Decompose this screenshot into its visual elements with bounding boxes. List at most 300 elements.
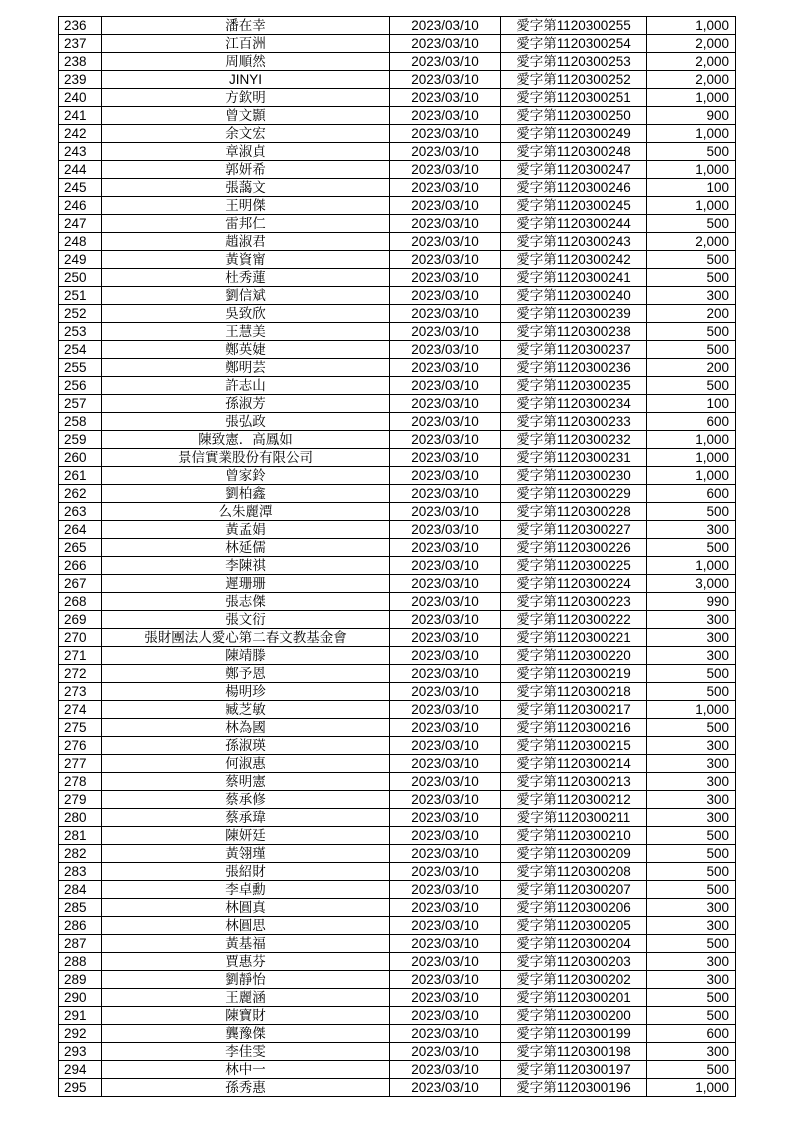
table-row — [59, 413, 736, 431]
row-number: 251 — [59, 287, 102, 305]
donor-name: 孫淑瑛 — [102, 737, 390, 755]
donation-date: 2023/03/10 — [390, 269, 501, 287]
table-row — [59, 161, 736, 179]
table-row — [59, 647, 736, 665]
receipt-number: 愛字第1120300243 — [501, 233, 647, 251]
donation-date: 2023/03/10 — [390, 899, 501, 917]
donor-name: 曾文顥 — [102, 107, 390, 125]
table-row — [59, 485, 736, 503]
row-number: 241 — [59, 107, 102, 125]
donation-amount: 200 — [647, 359, 736, 377]
receipt-number: 愛字第1120300200 — [501, 1007, 647, 1025]
receipt-number: 愛字第1120300222 — [501, 611, 647, 629]
receipt-number: 愛字第1120300231 — [501, 449, 647, 467]
row-number: 245 — [59, 179, 102, 197]
row-number: 244 — [59, 161, 102, 179]
receipt-number: 愛字第1120300238 — [501, 323, 647, 341]
donation-date: 2023/03/10 — [390, 17, 501, 35]
donation-amount: 900 — [647, 107, 736, 125]
donor-name: 李陳祺 — [102, 557, 390, 575]
donor-name: 陳致憲．高鳳如 — [102, 431, 390, 449]
donation-amount: 2,000 — [647, 53, 736, 71]
donation-amount: 500 — [647, 1061, 736, 1079]
table-row — [59, 251, 736, 269]
donation-date: 2023/03/10 — [390, 647, 501, 665]
donor-name: 林中一 — [102, 1061, 390, 1079]
donation-amount: 600 — [647, 413, 736, 431]
donor-name: 龔豫傑 — [102, 1025, 390, 1043]
donor-name: 林為國 — [102, 719, 390, 737]
table-row — [59, 1079, 736, 1097]
donation-date: 2023/03/10 — [390, 755, 501, 773]
table-row — [59, 953, 736, 971]
receipt-number: 愛字第1120300225 — [501, 557, 647, 575]
donation-amount: 100 — [647, 179, 736, 197]
receipt-number: 愛字第1120300232 — [501, 431, 647, 449]
donation-date: 2023/03/10 — [390, 953, 501, 971]
donor-name: 許志山 — [102, 377, 390, 395]
donation-amount: 500 — [647, 863, 736, 881]
receipt-number: 愛字第1120300237 — [501, 341, 647, 359]
table-row — [59, 125, 736, 143]
receipt-number: 愛字第1120300198 — [501, 1043, 647, 1061]
table-row — [59, 791, 736, 809]
table-row — [59, 233, 736, 251]
receipt-number: 愛字第1120300233 — [501, 413, 647, 431]
donation-amount: 500 — [647, 503, 736, 521]
donation-date: 2023/03/10 — [390, 467, 501, 485]
donor-name: 余文宏 — [102, 125, 390, 143]
receipt-number: 愛字第1120300255 — [501, 17, 647, 35]
donation-amount: 2,000 — [647, 233, 736, 251]
donation-amount: 1,000 — [647, 701, 736, 719]
donation-amount: 500 — [647, 1007, 736, 1025]
donation-amount: 500 — [647, 827, 736, 845]
row-number: 295 — [59, 1079, 102, 1097]
donor-name: 張志傑 — [102, 593, 390, 611]
receipt-number: 愛字第1120300212 — [501, 791, 647, 809]
donor-name: 張財團法人愛心第二春文教基金會 — [102, 629, 390, 647]
table-row — [59, 215, 736, 233]
donation-date: 2023/03/10 — [390, 845, 501, 863]
donation-date: 2023/03/10 — [390, 251, 501, 269]
receipt-number: 愛字第1120300240 — [501, 287, 647, 305]
row-number: 290 — [59, 989, 102, 1007]
donation-date: 2023/03/10 — [390, 1061, 501, 1079]
donor-name: 楊明珍 — [102, 683, 390, 701]
receipt-number: 愛字第1120300235 — [501, 377, 647, 395]
table-row — [59, 341, 736, 359]
donation-date: 2023/03/10 — [390, 575, 501, 593]
donation-date: 2023/03/10 — [390, 539, 501, 557]
donation-amount: 300 — [647, 791, 736, 809]
table-row — [59, 881, 736, 899]
table-row — [59, 431, 736, 449]
donor-name: 林圓真 — [102, 899, 390, 917]
donor-name: 蔡承瑋 — [102, 809, 390, 827]
donation-amount: 500 — [647, 377, 736, 395]
row-number: 243 — [59, 143, 102, 161]
donor-name: 蔡明憲 — [102, 773, 390, 791]
donation-date: 2023/03/10 — [390, 341, 501, 359]
row-number: 263 — [59, 503, 102, 521]
table-row — [59, 1061, 736, 1079]
row-number: 250 — [59, 269, 102, 287]
donor-name: 方欽明 — [102, 89, 390, 107]
donor-name: 張藹文 — [102, 179, 390, 197]
row-number: 257 — [59, 395, 102, 413]
donation-date: 2023/03/10 — [390, 611, 501, 629]
table-row — [59, 917, 736, 935]
row-number: 261 — [59, 467, 102, 485]
row-number: 264 — [59, 521, 102, 539]
table-row — [59, 197, 736, 215]
donation-date: 2023/03/10 — [390, 683, 501, 701]
row-number: 237 — [59, 35, 102, 53]
donation-date: 2023/03/10 — [390, 395, 501, 413]
donor-name: 黃孟娟 — [102, 521, 390, 539]
donor-name: 孫秀惠 — [102, 1079, 390, 1097]
receipt-number: 愛字第1120300251 — [501, 89, 647, 107]
donor-name: 黃基福 — [102, 935, 390, 953]
row-number: 242 — [59, 125, 102, 143]
donation-amount: 990 — [647, 593, 736, 611]
donor-name: JINYI — [102, 71, 390, 89]
receipt-number: 愛字第1120300249 — [501, 125, 647, 143]
donation-amount: 300 — [647, 773, 736, 791]
donor-name: 王慧美 — [102, 323, 390, 341]
donor-name: 郭妍希 — [102, 161, 390, 179]
donation-amount: 500 — [647, 683, 736, 701]
donor-name: 何淑惠 — [102, 755, 390, 773]
donation-date: 2023/03/10 — [390, 1007, 501, 1025]
table-row — [59, 989, 736, 1007]
receipt-number: 愛字第1120300252 — [501, 71, 647, 89]
row-number: 240 — [59, 89, 102, 107]
receipt-number: 愛字第1120300205 — [501, 917, 647, 935]
donation-table — [58, 16, 736, 1097]
row-number: 267 — [59, 575, 102, 593]
row-number: 259 — [59, 431, 102, 449]
receipt-number: 愛字第1120300201 — [501, 989, 647, 1007]
row-number: 287 — [59, 935, 102, 953]
donor-name: 周順然 — [102, 53, 390, 71]
donation-amount: 1,000 — [647, 89, 736, 107]
table-row — [59, 89, 736, 107]
receipt-number: 愛字第1120300211 — [501, 809, 647, 827]
donation-amount: 1,000 — [647, 1079, 736, 1097]
donation-date: 2023/03/10 — [390, 917, 501, 935]
donor-name: 王明傑 — [102, 197, 390, 215]
donor-name: 李卓勳 — [102, 881, 390, 899]
donor-name: 劉信斌 — [102, 287, 390, 305]
receipt-number: 愛字第1120300223 — [501, 593, 647, 611]
table-row — [59, 35, 736, 53]
receipt-number: 愛字第1120300229 — [501, 485, 647, 503]
row-number: 281 — [59, 827, 102, 845]
receipt-number: 愛字第1120300196 — [501, 1079, 647, 1097]
donation-date: 2023/03/10 — [390, 197, 501, 215]
row-number: 273 — [59, 683, 102, 701]
donation-amount: 500 — [647, 881, 736, 899]
donation-amount: 1,000 — [647, 449, 736, 467]
row-number: 249 — [59, 251, 102, 269]
row-number: 275 — [59, 719, 102, 737]
donor-name: 黃資甯 — [102, 251, 390, 269]
donation-amount: 500 — [647, 215, 736, 233]
table-row — [59, 53, 736, 71]
receipt-number: 愛字第1120300213 — [501, 773, 647, 791]
donation-amount: 500 — [647, 539, 736, 557]
row-number: 271 — [59, 647, 102, 665]
row-number: 280 — [59, 809, 102, 827]
table-row — [59, 971, 736, 989]
row-number: 256 — [59, 377, 102, 395]
donation-amount: 1,000 — [647, 197, 736, 215]
table-row — [59, 107, 736, 125]
row-number: 284 — [59, 881, 102, 899]
table-row — [59, 665, 736, 683]
receipt-number: 愛字第1120300230 — [501, 467, 647, 485]
row-number: 262 — [59, 485, 102, 503]
donation-amount: 500 — [647, 341, 736, 359]
donor-name: 趙淑君 — [102, 233, 390, 251]
donation-date: 2023/03/10 — [390, 557, 501, 575]
receipt-number: 愛字第1120300254 — [501, 35, 647, 53]
row-number: 282 — [59, 845, 102, 863]
donation-amount: 300 — [647, 611, 736, 629]
donation-amount: 300 — [647, 899, 736, 917]
row-number: 239 — [59, 71, 102, 89]
donor-name: 么朱麗潭 — [102, 503, 390, 521]
table-row — [59, 179, 736, 197]
donation-date: 2023/03/10 — [390, 413, 501, 431]
receipt-number: 愛字第1120300203 — [501, 953, 647, 971]
table-row — [59, 557, 736, 575]
receipt-number: 愛字第1120300208 — [501, 863, 647, 881]
donation-date: 2023/03/10 — [390, 359, 501, 377]
donation-date: 2023/03/10 — [390, 935, 501, 953]
row-number: 247 — [59, 215, 102, 233]
donation-date: 2023/03/10 — [390, 215, 501, 233]
donor-name: 張文衍 — [102, 611, 390, 629]
table-row — [59, 503, 736, 521]
donor-name: 鄭予恩 — [102, 665, 390, 683]
donor-name: 蔡承修 — [102, 791, 390, 809]
donation-date: 2023/03/10 — [390, 881, 501, 899]
row-number: 288 — [59, 953, 102, 971]
table-row — [59, 899, 736, 917]
row-number: 269 — [59, 611, 102, 629]
donation-amount: 300 — [647, 1043, 736, 1061]
row-number: 272 — [59, 665, 102, 683]
donation-date: 2023/03/10 — [390, 53, 501, 71]
donor-name: 潘在幸 — [102, 17, 390, 35]
donor-name: 張弘政 — [102, 413, 390, 431]
donation-date: 2023/03/10 — [390, 143, 501, 161]
donor-name: 章淑貞 — [102, 143, 390, 161]
donation-date: 2023/03/10 — [390, 827, 501, 845]
donation-date: 2023/03/10 — [390, 521, 501, 539]
donation-amount: 1,000 — [647, 17, 736, 35]
receipt-number: 愛字第1120300239 — [501, 305, 647, 323]
donation-date: 2023/03/10 — [390, 971, 501, 989]
receipt-number: 愛字第1120300226 — [501, 539, 647, 557]
donation-amount: 300 — [647, 971, 736, 989]
donor-name: 遲珊珊 — [102, 575, 390, 593]
row-number: 252 — [59, 305, 102, 323]
donation-date: 2023/03/10 — [390, 71, 501, 89]
donation-date: 2023/03/10 — [390, 179, 501, 197]
receipt-number: 愛字第1120300221 — [501, 629, 647, 647]
donation-amount: 600 — [647, 485, 736, 503]
donor-name: 吳致欣 — [102, 305, 390, 323]
table-row — [59, 359, 736, 377]
donor-name: 張紹財 — [102, 863, 390, 881]
donation-amount: 1,000 — [647, 431, 736, 449]
table-row — [59, 305, 736, 323]
receipt-number: 愛字第1120300247 — [501, 161, 647, 179]
donation-amount: 500 — [647, 989, 736, 1007]
receipt-number: 愛字第1120300248 — [501, 143, 647, 161]
table-row — [59, 269, 736, 287]
donation-amount: 300 — [647, 629, 736, 647]
table-row — [59, 575, 736, 593]
donor-name: 劉柏鑫 — [102, 485, 390, 503]
row-number: 265 — [59, 539, 102, 557]
donation-amount: 200 — [647, 305, 736, 323]
receipt-number: 愛字第1120300234 — [501, 395, 647, 413]
donation-amount: 300 — [647, 287, 736, 305]
donation-amount: 300 — [647, 809, 736, 827]
donation-amount: 500 — [647, 719, 736, 737]
table-row — [59, 143, 736, 161]
donation-amount: 1,000 — [647, 557, 736, 575]
receipt-number: 愛字第1120300209 — [501, 845, 647, 863]
donation-date: 2023/03/10 — [390, 773, 501, 791]
receipt-number: 愛字第1120300242 — [501, 251, 647, 269]
row-number: 268 — [59, 593, 102, 611]
receipt-number: 愛字第1120300228 — [501, 503, 647, 521]
row-number: 258 — [59, 413, 102, 431]
donation-amount: 500 — [647, 935, 736, 953]
donor-name: 王麗涵 — [102, 989, 390, 1007]
donor-name: 李佳雯 — [102, 1043, 390, 1061]
donation-amount: 500 — [647, 665, 736, 683]
row-number: 283 — [59, 863, 102, 881]
donation-amount: 100 — [647, 395, 736, 413]
donor-name: 鄭英婕 — [102, 341, 390, 359]
donation-date: 2023/03/10 — [390, 305, 501, 323]
table-row — [59, 827, 736, 845]
table-row — [59, 773, 736, 791]
donor-name: 陳靖滕 — [102, 647, 390, 665]
table-row — [59, 701, 736, 719]
donation-amount: 600 — [647, 1025, 736, 1043]
donation-date: 2023/03/10 — [390, 1079, 501, 1097]
donation-date: 2023/03/10 — [390, 809, 501, 827]
donation-date: 2023/03/10 — [390, 1025, 501, 1043]
row-number: 291 — [59, 1007, 102, 1025]
receipt-number: 愛字第1120300207 — [501, 881, 647, 899]
donor-name: 鄭明芸 — [102, 359, 390, 377]
table-row — [59, 323, 736, 341]
donation-date: 2023/03/10 — [390, 989, 501, 1007]
donation-date: 2023/03/10 — [390, 89, 501, 107]
donation-amount: 500 — [647, 845, 736, 863]
receipt-number: 愛字第1120300220 — [501, 647, 647, 665]
donor-name: 孫淑芳 — [102, 395, 390, 413]
table-row — [59, 521, 736, 539]
table-row — [59, 377, 736, 395]
table-row — [59, 863, 736, 881]
receipt-number: 愛字第1120300245 — [501, 197, 647, 215]
receipt-number: 愛字第1120300206 — [501, 899, 647, 917]
row-number: 254 — [59, 341, 102, 359]
row-number: 293 — [59, 1043, 102, 1061]
table-row — [59, 287, 736, 305]
receipt-number: 愛字第1120300218 — [501, 683, 647, 701]
receipt-number: 愛字第1120300246 — [501, 179, 647, 197]
donation-amount: 300 — [647, 953, 736, 971]
donation-amount: 3,000 — [647, 575, 736, 593]
table-row — [59, 809, 736, 827]
donation-amount: 500 — [647, 143, 736, 161]
donation-table-body — [59, 17, 736, 1097]
donation-date: 2023/03/10 — [390, 503, 501, 521]
row-number: 292 — [59, 1025, 102, 1043]
row-number: 277 — [59, 755, 102, 773]
table-row — [59, 593, 736, 611]
receipt-number: 愛字第1120300224 — [501, 575, 647, 593]
donor-name: 雷邦仁 — [102, 215, 390, 233]
donor-name: 陳妍廷 — [102, 827, 390, 845]
donation-amount: 1,000 — [647, 125, 736, 143]
row-number: 266 — [59, 557, 102, 575]
donation-date: 2023/03/10 — [390, 431, 501, 449]
row-number: 286 — [59, 917, 102, 935]
donation-date: 2023/03/10 — [390, 593, 501, 611]
receipt-number: 愛字第1120300202 — [501, 971, 647, 989]
table-row — [59, 71, 736, 89]
donation-date: 2023/03/10 — [390, 35, 501, 53]
table-row — [59, 683, 736, 701]
donor-name: 賈惠芬 — [102, 953, 390, 971]
row-number: 260 — [59, 449, 102, 467]
row-number: 236 — [59, 17, 102, 35]
donation-amount: 1,000 — [647, 467, 736, 485]
row-number: 253 — [59, 323, 102, 341]
donation-amount: 500 — [647, 269, 736, 287]
receipt-number: 愛字第1120300204 — [501, 935, 647, 953]
donor-name: 陳寶財 — [102, 1007, 390, 1025]
donor-name: 曾家鈴 — [102, 467, 390, 485]
table-row — [59, 629, 736, 647]
donation-date: 2023/03/10 — [390, 701, 501, 719]
table-row — [59, 1007, 736, 1025]
donor-name: 林延儒 — [102, 539, 390, 557]
donation-date: 2023/03/10 — [390, 323, 501, 341]
donation-amount: 1,000 — [647, 161, 736, 179]
donor-name: 景信實業股份有限公司 — [102, 449, 390, 467]
donation-date: 2023/03/10 — [390, 863, 501, 881]
donation-date: 2023/03/10 — [390, 719, 501, 737]
receipt-number: 愛字第1120300215 — [501, 737, 647, 755]
donor-name: 劉靜怡 — [102, 971, 390, 989]
donation-date: 2023/03/10 — [390, 287, 501, 305]
donor-name: 林圓思 — [102, 917, 390, 935]
receipt-number: 愛字第1120300214 — [501, 755, 647, 773]
